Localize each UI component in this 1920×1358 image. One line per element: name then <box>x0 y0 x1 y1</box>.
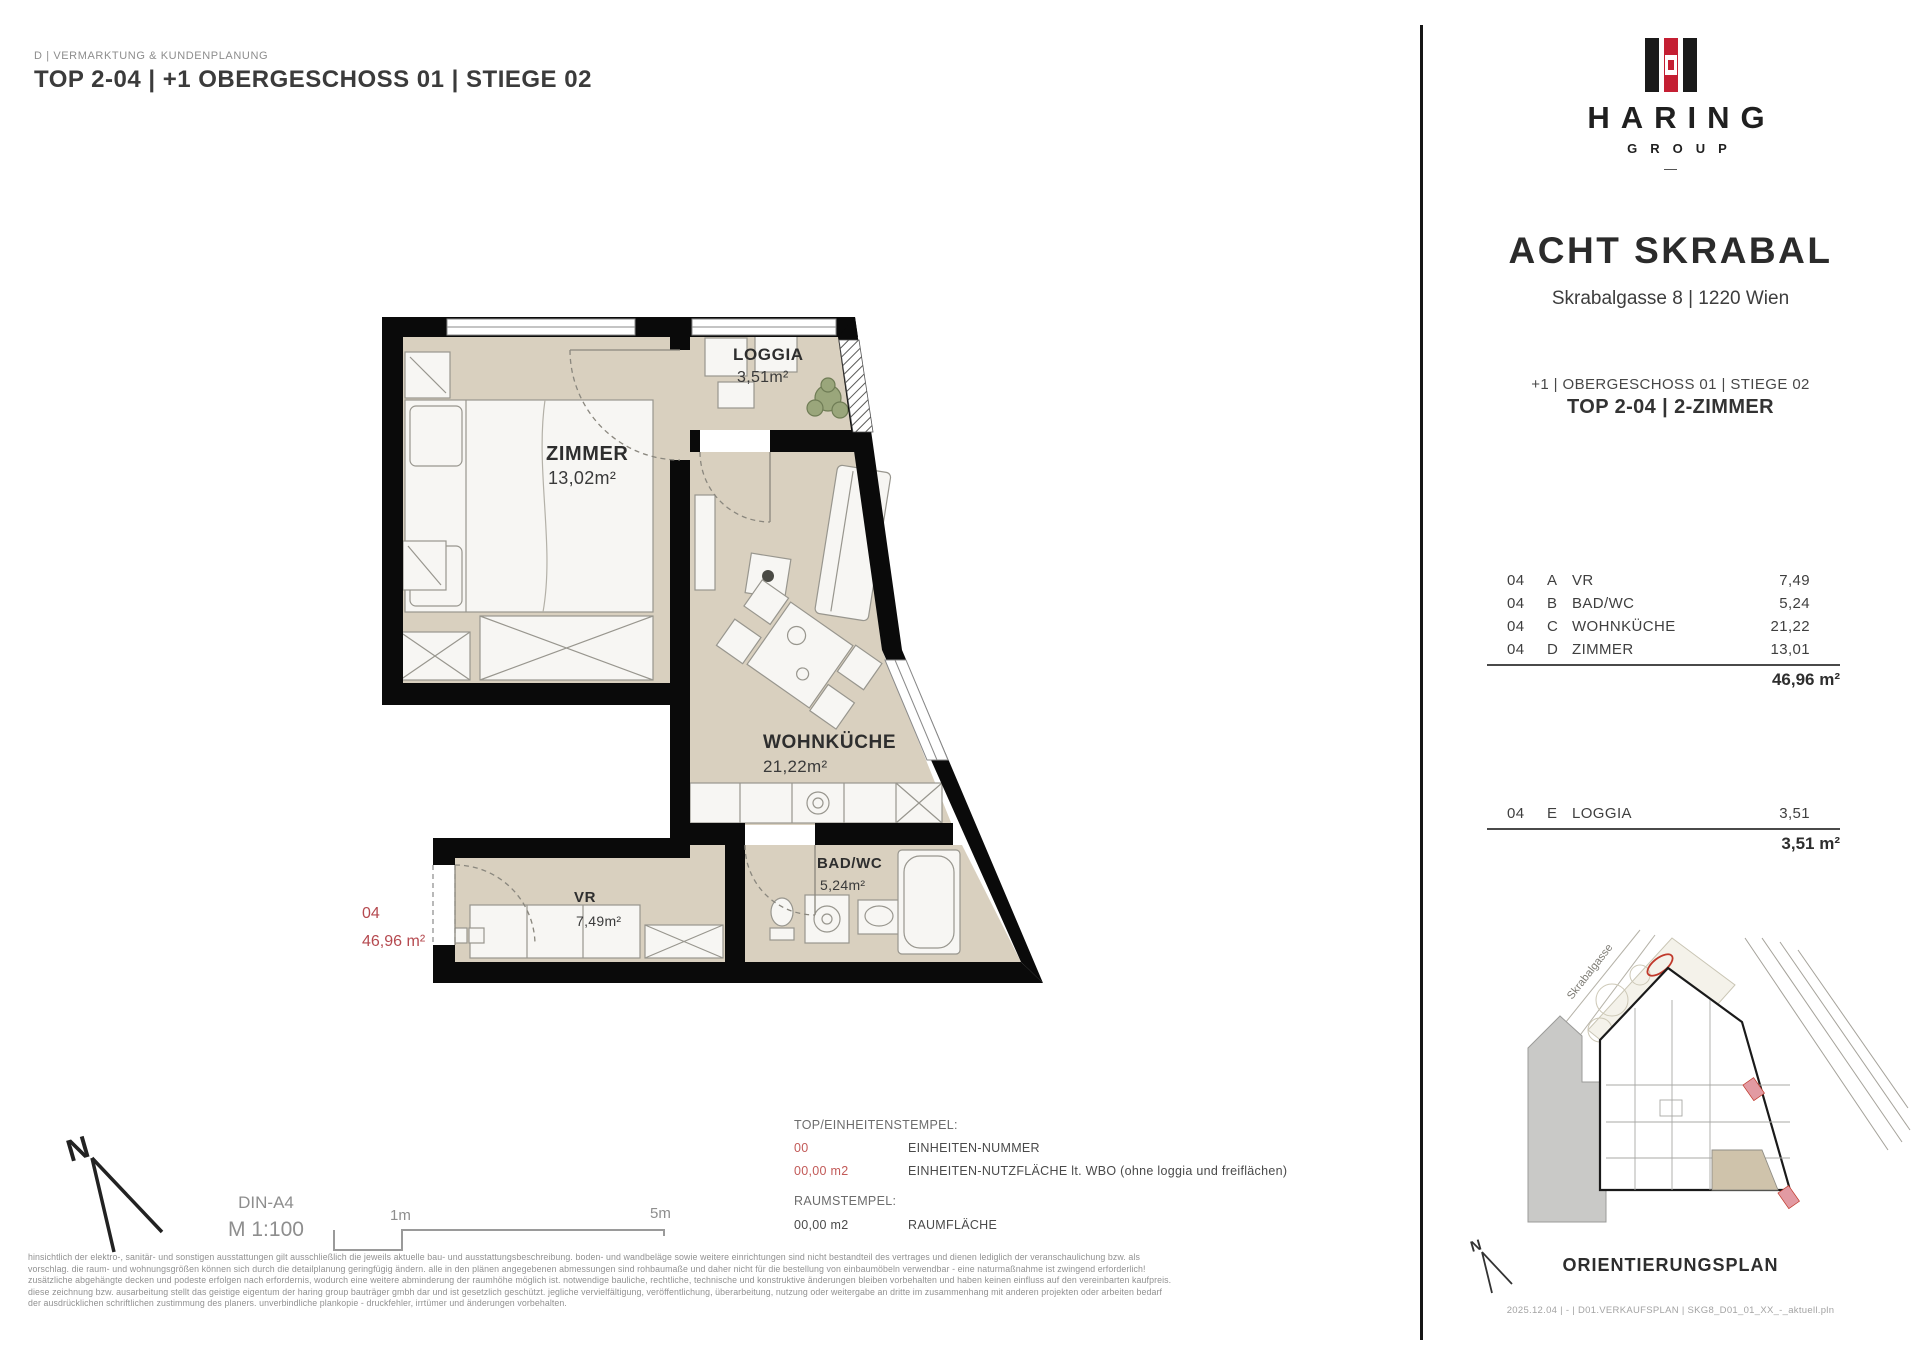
table-sum-line-loggia <box>1487 828 1840 830</box>
haring-logo-icon <box>1645 38 1697 92</box>
project-title: ACHT SKRABAL <box>1508 230 1833 271</box>
row-unit: 04 <box>1507 572 1525 589</box>
kitchen-counter <box>690 783 942 823</box>
stamp-title-2: RAUMSTEMPEL: <box>794 1194 897 1208</box>
unit-area-stamp: 46,96 m² <box>362 933 426 950</box>
svg-text:N: N <box>62 1128 94 1169</box>
row-code: C <box>1547 618 1559 635</box>
tv-board <box>695 495 715 590</box>
row-room: VR <box>1572 572 1594 589</box>
logo-bar-right <box>1683 38 1697 92</box>
zimmer-area: 13,02m² <box>548 468 617 488</box>
zimmer-label: ZIMMER <box>546 443 629 465</box>
bathtub <box>898 850 960 954</box>
table-sum-line <box>1487 664 1840 666</box>
paper-size-label: DIN-A4 <box>238 1193 294 1212</box>
table-row <box>1421 618 1920 641</box>
stamp-room-area: 00,00 m2 <box>794 1218 849 1232</box>
north-arrow <box>62 1129 162 1252</box>
orientation-title: ORIENTIERUNGSPLAN <box>1562 1255 1779 1275</box>
scale-5m: 5m <box>650 1205 671 1222</box>
department-label: D | VERMARKTUNG & KUNDENPLANUNG <box>34 50 269 62</box>
row-unit: 04 <box>1507 641 1525 658</box>
scale-1m: 1m <box>390 1207 411 1224</box>
street-label: Skrabalgasse <box>1564 941 1616 1002</box>
disclaimer-line: zusätzliche abgehängte decken und podeste erfolgen nach erfordernis, wodurch eine weitere abminderung der raumhöhe möglich ist. notwendige bauliche, rechtliche, technische und konstruktive änderungen bleiben vorbehalten und haben keinen einfluss auf den vereinbarten kaufpreis. <box>28 1275 1172 1286</box>
stamp-unit-no: 00 <box>794 1141 809 1155</box>
vr-area: 7,49m² <box>576 913 622 929</box>
stamp-unit-area: 00,00 m2 <box>794 1164 849 1178</box>
scale-label: M 1:100 <box>228 1218 304 1241</box>
row-room: BAD/WC <box>1572 595 1635 612</box>
row-area: 3,51 <box>1779 805 1810 822</box>
row-code: D <box>1547 641 1559 658</box>
unit-line: TOP 2-04 | 2-ZIMMER <box>1567 396 1774 418</box>
row-area: 13,01 <box>1770 641 1810 658</box>
row-area: 21,22 <box>1770 618 1810 635</box>
row-code: B <box>1547 595 1558 612</box>
wardrobe <box>480 616 653 680</box>
bad-area: 5,24m² <box>820 877 866 893</box>
row-area: 7,49 <box>1779 572 1810 589</box>
brand-dash: — <box>1664 161 1677 176</box>
table-total-loggia: 3,51 m² <box>1781 834 1840 853</box>
stamp-title-1: TOP/EINHEITENSTEMPEL: <box>794 1118 958 1132</box>
row-room: ZIMMER <box>1572 641 1634 658</box>
project-address: Skrabalgasse 8 | 1220 Wien <box>1551 288 1790 309</box>
unit-number-stamp: 04 <box>362 905 380 922</box>
logo-bar-center <box>1664 38 1678 92</box>
scale-bar <box>228 1193 671 1250</box>
disclaimer-line: diese zeichnung bzw. ausarbeitung stellt das geistige eigentum der haring group bauträger gmbh dar und ist gesetzlich geschützt. jegliche vervielfältigung, veröffentlichung, überarbeitung, nutzung oder weitergabe an dritte im zusammenhang mit anderen projekten oder arbeiten bedarf <box>28 1286 1163 1297</box>
bad-label: BAD/WC <box>817 855 883 872</box>
row-unit: 04 <box>1507 805 1525 822</box>
table-row <box>1421 572 1920 595</box>
entry-door-opening <box>433 865 455 945</box>
right-panel <box>1421 0 1920 1358</box>
side-table <box>403 541 446 590</box>
stamp-room-area-desc: RAUMFLÄCHE <box>908 1218 998 1232</box>
sink <box>858 900 900 934</box>
loggia-label: LOGGIA <box>733 345 804 364</box>
disclaimer-line: vorschlag. die raum- und wohnungsgrößen können sich durch die detailplanung geringfügig ändern. alle in den plänen angegebenen abmessungen sind rohbaumaße und daher nicht für die bestellung von einbaumöbeln verwendbar - eine naturmaßnahme ist zwingend erforderlich! <box>28 1263 1146 1274</box>
row-room: WOHNKÜCHE <box>1572 618 1676 635</box>
disclaimer-line: hinsichtlich der elektro-, sanitär- und sonstigen ausstattungen gilt ausschließlich die jeweils aktuelle bau- und ausstattungsbeschreibung. boden- und wandbeläge sowie weitere einrichtungen sind nicht bestandteil des vertrages und dienen lediglich der veranschaulichung bzw. als <box>28 1252 1140 1262</box>
washing-machine <box>805 895 849 943</box>
table-total: 46,96 m² <box>1771 670 1840 689</box>
file-info-line: 2025.12.04 | - | D01.VERKAUFSPLAN | SKG8_D01_01_XX_-_aktuell.pln <box>1506 1305 1835 1316</box>
page-title: TOP 2-04 | +1 OBERGESCHOSS 01 | STIEGE 02 <box>34 66 592 93</box>
brand-name: HARING <box>1587 100 1776 135</box>
table-row <box>1421 641 1920 664</box>
logo-bar-left <box>1645 38 1659 92</box>
row-room: LOGGIA <box>1572 805 1632 822</box>
disclaimer <box>28 1252 1171 1310</box>
loggia-area: 3,51m² <box>737 369 789 386</box>
stamp-unit-area-desc: EINHEITEN-NUTZFLÄCHE lt. WBO (ohne loggia und freiflächen) <box>908 1164 1288 1178</box>
wohnkueche-area: 21,22m² <box>763 757 828 776</box>
floor-line: +1 | OBERGESCHOSS 01 | STIEGE 02 <box>1531 376 1810 393</box>
wc <box>770 898 794 940</box>
row-code: A <box>1547 572 1558 589</box>
table-row <box>1421 595 1920 618</box>
stamp-unit-no-desc: EINHEITEN-NUMMER <box>908 1141 1040 1155</box>
row-unit: 04 <box>1507 595 1525 612</box>
brand-sub: GROUP <box>1627 141 1740 156</box>
svg-text:N: N <box>1468 1236 1484 1256</box>
wohnkueche-label: WOHNKÜCHE <box>763 732 897 753</box>
disclaimer-line: der ausdrücklichen schriftlichen zustimmung des planers. unverbindliche plankopie - druckfehler, irrtümer und änderungen vorbehalten. <box>28 1298 567 1309</box>
row-code: E <box>1547 805 1558 822</box>
row-area: 5,24 <box>1779 595 1810 612</box>
cabinet <box>400 632 470 680</box>
table-row-loggia <box>1421 805 1920 828</box>
nightstand <box>405 352 450 398</box>
row-unit: 04 <box>1507 618 1525 635</box>
vr-label: VR <box>574 889 597 906</box>
